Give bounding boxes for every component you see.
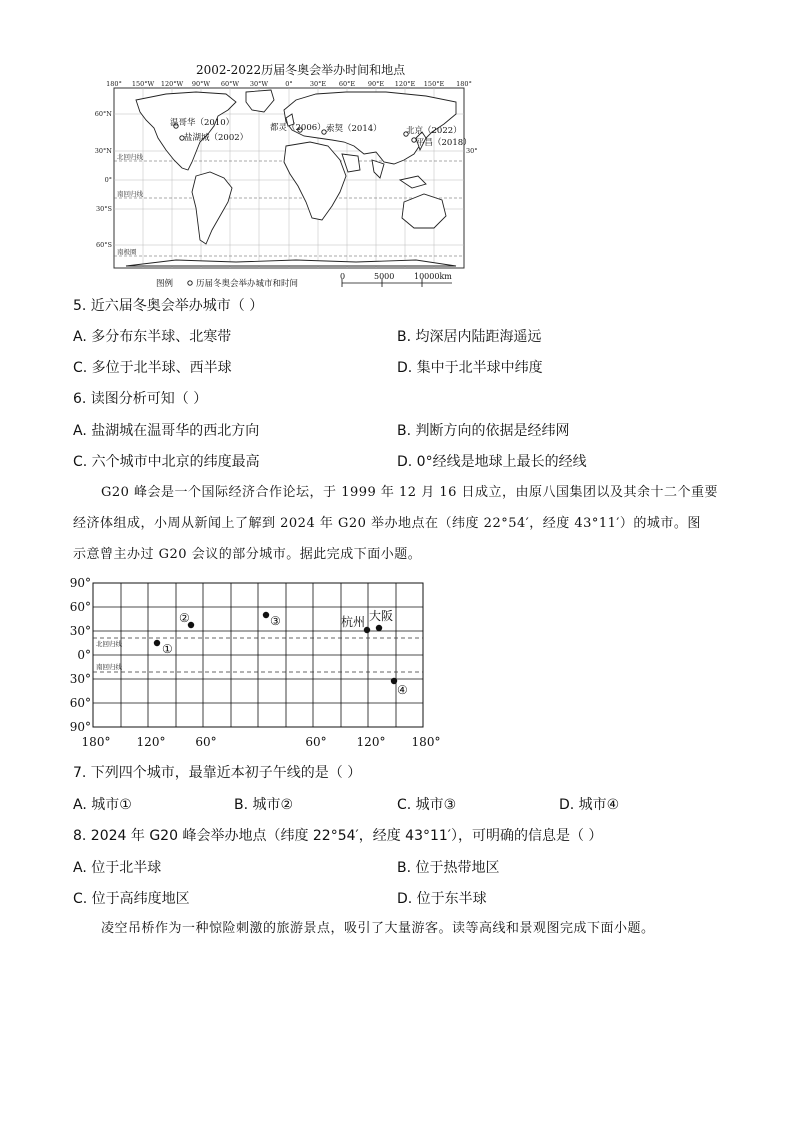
q8-option-d[interactable]: D. 位于东半球 <box>397 891 487 907</box>
lon-label: 180° <box>456 80 472 88</box>
legend-text: 历届冬奥会举办城市和时间 <box>196 279 299 289</box>
lon-label: 30°E <box>309 80 327 88</box>
lat-label: 60°S <box>96 241 112 249</box>
q7-option-b[interactable]: B. 城市② <box>234 797 294 813</box>
scale-label: 10000km <box>414 272 452 281</box>
x-label: 120° <box>356 735 386 749</box>
question-5-stem: 5. 近六届冬奥会举办城市（ ） <box>73 298 264 314</box>
q5-option-a[interactable]: A. 多分布东半球、北寒带 <box>73 329 232 345</box>
q6-option-d[interactable]: D. 0°经线是地球上最长的经线 <box>397 454 587 470</box>
legend-marker <box>188 281 192 285</box>
city-label: ② <box>179 611 190 625</box>
g20-grid-map <box>60 575 460 755</box>
lon-label: 90°E <box>367 80 385 88</box>
x-label: 120° <box>136 735 166 749</box>
lon-label: 180° <box>106 80 122 88</box>
lon-label: 30°W <box>249 80 269 88</box>
passage-g20-line1: G20 峰会是一个国际经济合作论坛，于 1999 年 12 月 16 日成立，由原八国集团以及其余十二个重要 <box>101 485 719 500</box>
q8-option-a[interactable]: A. 位于北半球 <box>73 860 162 876</box>
passage-g20-line3: 示意曾主办过 G20 会议的部分城市。据此完成下面小题。 <box>73 547 422 562</box>
y-label: 0° <box>77 648 91 662</box>
y-label: 30° <box>69 672 91 686</box>
y-label: 30° <box>69 624 91 638</box>
x-label: 180° <box>411 735 441 749</box>
lat-label-right: 30° <box>466 147 478 155</box>
tropic-cancer-label: 北回归线 <box>117 153 143 161</box>
q5-option-c[interactable]: C. 多位于北半球、西半球 <box>73 360 232 376</box>
y-label: 60° <box>69 600 91 614</box>
q7-option-c[interactable]: C. 城市③ <box>397 797 457 813</box>
city-point <box>376 625 382 631</box>
lat-label: 60°N <box>94 110 112 118</box>
passage-bridge-line1: 凌空吊桥作为一种惊险刺激的旅游景点，吸引了大量游客。读等高线和景观图完成下面小题。 <box>101 921 655 936</box>
question-8-stem: 8. 2024 年 G20 峰会举办地点（纬度 22°54′，经度 43°11′），可明确的信息是（ ） <box>73 828 603 844</box>
x-label: 180° <box>81 735 111 749</box>
city-label: 温哥华（2010） <box>170 118 235 128</box>
q6-option-a[interactable]: A. 盐湖城在温哥华的西北方向 <box>73 423 260 439</box>
city-label: 北京（2022） <box>406 126 462 136</box>
x-label: 60° <box>195 735 217 749</box>
winter-olympics-world-map <box>96 80 476 290</box>
tropic-cancer-label: 北回归线 <box>96 640 122 648</box>
q6-option-c[interactable]: C. 六个城市中北京的纬度最高 <box>73 454 260 470</box>
city-label: 都灵（2006） <box>270 123 326 133</box>
q7-option-a[interactable]: A. 城市① <box>73 797 132 813</box>
question-7-stem: 7. 下列四个城市，最靠近本初子午线的是（ ） <box>73 765 362 781</box>
city-point <box>263 612 269 618</box>
map-title: 2002-2022历届冬奥会举办时间和地点 <box>196 63 406 77</box>
tropic-capricorn-label: 南回归线 <box>117 190 143 198</box>
lon-label: 120°E <box>394 80 416 88</box>
legend-label: 图例 <box>156 279 174 289</box>
city-label: ④ <box>397 683 408 697</box>
city-label: 平昌（2018） <box>416 138 472 148</box>
city-label: 杭州 <box>341 615 366 629</box>
lon-label: 60°E <box>338 80 356 88</box>
scale-label: 5000 <box>374 272 395 281</box>
y-label: 60° <box>69 696 91 710</box>
city-label: 索契（2014） <box>326 124 382 134</box>
passage-g20-line2: 经济体组成，小周从新闻上了解到 2024 年 G20 举办地点在（纬度 22°54′，经度 43°11′）的城市。图 <box>73 516 701 531</box>
city-label: 大阪 <box>369 609 394 623</box>
q5-option-d[interactable]: D. 集中于北半球中纬度 <box>397 360 543 376</box>
lon-label: 90°W <box>191 80 211 88</box>
lat-label: 30°S <box>96 205 112 213</box>
q6-option-b[interactable]: B. 判断方向的依据是经纬网 <box>397 423 570 439</box>
lat-label: 30°N <box>94 147 112 155</box>
city-label: ① <box>162 642 173 656</box>
lon-label: 150°W <box>131 80 155 88</box>
q8-option-c[interactable]: C. 位于高纬度地区 <box>73 891 190 907</box>
q7-option-d[interactable]: D. 城市④ <box>559 797 620 813</box>
question-6-stem: 6. 读图分析可知（ ） <box>73 391 208 407</box>
lon-label: 150°E <box>423 80 445 88</box>
city-label: ③ <box>270 614 281 628</box>
antarctic-circle-label: 南极圈 <box>117 248 137 256</box>
lon-label: 0° <box>285 80 293 88</box>
q5-option-b[interactable]: B. 均深居内陆距海遥远 <box>397 329 542 345</box>
x-label: 60° <box>305 735 327 749</box>
q8-option-b[interactable]: B. 位于热带地区 <box>397 860 500 876</box>
y-label: 90° <box>69 720 91 734</box>
city-label: 盐湖城（2002） <box>184 133 249 143</box>
city-point <box>154 640 160 646</box>
scale-label: 0 <box>340 272 346 281</box>
lon-label: 120°W <box>160 80 184 88</box>
scale-bar <box>340 272 452 287</box>
y-label: 90° <box>69 576 91 590</box>
tropic-capricorn-label: 南回归线 <box>96 663 122 671</box>
lat-label: 0° <box>104 176 112 184</box>
lon-label: 60°W <box>220 80 240 88</box>
